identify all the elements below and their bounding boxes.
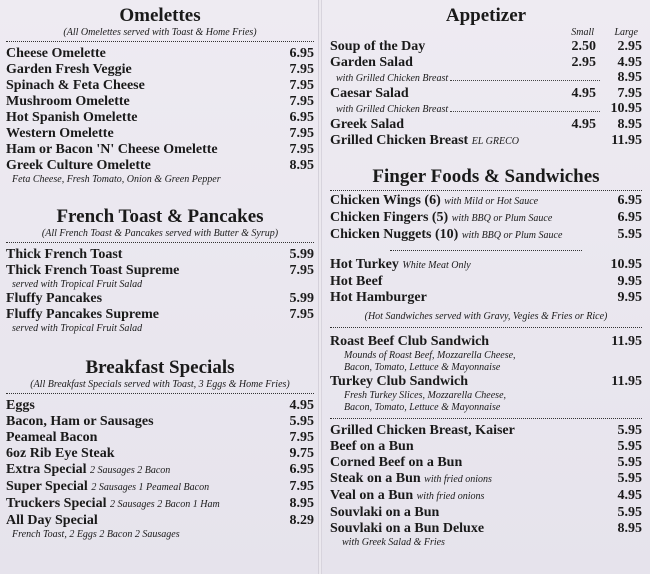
item-price: 10.95 bbox=[610, 257, 642, 272]
menu-addon bbox=[330, 102, 642, 117]
item-subtext: 2 Sausages 2 Bacon 1 Ham bbox=[109, 499, 220, 510]
menu-item bbox=[330, 210, 642, 227]
item-name: Fluffy Pancakes bbox=[6, 291, 103, 306]
item-price: 11.95 bbox=[611, 374, 642, 389]
menu-item bbox=[330, 257, 642, 274]
menu-item bbox=[6, 291, 314, 307]
item-price: 7.95 bbox=[289, 479, 314, 494]
item-price: 8.95 bbox=[289, 158, 314, 173]
item-description: served with Tropical Fruit Salad bbox=[12, 323, 143, 334]
item-price: 7.95 bbox=[289, 78, 314, 93]
menu-item bbox=[6, 513, 314, 529]
menu-addon bbox=[330, 71, 642, 86]
item-name: Hot Spanish Omelette bbox=[6, 110, 138, 125]
item-price: 6.95 bbox=[617, 193, 642, 208]
small-label: Small bbox=[571, 27, 594, 38]
menu-item bbox=[6, 158, 314, 174]
item-price: 7.95 bbox=[289, 126, 314, 141]
item-price: 6.95 bbox=[289, 110, 314, 125]
divider bbox=[6, 393, 314, 394]
item-description: French Toast, 2 Eggs 2 Bacon 2 Sausages bbox=[12, 529, 180, 540]
item-name: Cheese Omelette bbox=[6, 46, 106, 61]
menu-item bbox=[6, 46, 314, 62]
item-price: 6.95 bbox=[617, 210, 642, 225]
item-name: Thick French Toast Supreme bbox=[6, 263, 180, 278]
item-name: Garden Fresh Veggie bbox=[6, 62, 132, 77]
item-name: Super Special 2 Sausages 1 Peameal Bacon bbox=[6, 479, 210, 494]
item-price: 8.95 bbox=[617, 521, 642, 536]
size-header bbox=[330, 27, 642, 39]
item-price: 4.95 bbox=[289, 398, 314, 413]
item-name: Ham or Bacon 'N' Cheese Omelette bbox=[6, 142, 218, 157]
item-name: Beef on a Bun bbox=[330, 439, 414, 454]
menu-item bbox=[6, 430, 314, 446]
item-name: Fluffy Pancakes Supreme bbox=[6, 307, 159, 322]
item-name: Steak on a Bun with fried onions bbox=[330, 471, 492, 486]
addon-price: 8.95 bbox=[617, 70, 642, 85]
item-price: 5.99 bbox=[289, 247, 314, 262]
item-price: 5.95 bbox=[289, 414, 314, 429]
item-price: 11.95 bbox=[611, 133, 642, 148]
item-name: 6oz Rib Eye Steak bbox=[6, 446, 115, 461]
dot-leader bbox=[450, 80, 600, 81]
addon-name: with Grilled Chicken Breast bbox=[336, 73, 449, 84]
item-name: Truckers Special 2 Sausages 2 Bacon 1 Ham bbox=[6, 496, 220, 511]
item-name: Greek Culture Omelette bbox=[6, 158, 151, 173]
item-name: Souvlaki on a Bun Deluxe bbox=[330, 521, 485, 536]
item-name: Hot Hamburger bbox=[330, 290, 427, 305]
item-name: Turkey Club Sandwich bbox=[330, 374, 468, 389]
item-subtext: with BBQ or Plum Sauce bbox=[451, 213, 553, 224]
menu-item bbox=[330, 274, 642, 290]
item-description: Bacon, Tomato, Lettuce & Mayonnaise bbox=[344, 402, 501, 413]
item-name: Grilled Chicken Breast, Kaiser bbox=[330, 423, 515, 438]
item-price: 7.95 bbox=[289, 430, 314, 445]
item-price: 8.95 bbox=[289, 496, 314, 511]
item-price: 5.95 bbox=[617, 471, 642, 486]
menu-item bbox=[330, 505, 642, 521]
item-description: Mounds of Roast Beef, Mozzarella Cheese, bbox=[344, 350, 516, 361]
menu-item bbox=[330, 117, 642, 133]
menu-item bbox=[6, 142, 314, 158]
menu-item bbox=[330, 439, 642, 455]
item-subtext: with Mild or Hot Sauce bbox=[444, 196, 539, 207]
appetizer-title: Appetizer bbox=[445, 5, 527, 26]
item-name: Peameal Bacon bbox=[6, 430, 98, 445]
menu-item bbox=[6, 110, 314, 126]
item-name: Bacon, Ham or Sausages bbox=[6, 414, 154, 429]
omelettes-title: Omelettes bbox=[119, 5, 201, 26]
divider bbox=[330, 418, 642, 419]
menu-item bbox=[6, 496, 314, 513]
menu-item bbox=[330, 455, 642, 471]
item-price: 7.95 bbox=[289, 94, 314, 109]
item-price-small: 2.95 bbox=[571, 55, 596, 70]
right-column bbox=[330, 0, 642, 549]
item-price: 6.95 bbox=[289, 46, 314, 61]
menu-item bbox=[330, 423, 642, 439]
item-price: 4.95 bbox=[617, 488, 642, 503]
item-name: Veal on a Bun with fried onions bbox=[330, 488, 485, 503]
item-price: 9.75 bbox=[289, 446, 314, 461]
addon-price: 10.95 bbox=[610, 101, 642, 116]
menu-item bbox=[6, 414, 314, 430]
item-price: 9.95 bbox=[617, 290, 642, 305]
item-price-small: 2.50 bbox=[571, 39, 596, 54]
item-price-small: 4.95 bbox=[571, 117, 596, 132]
menu-item bbox=[330, 290, 642, 306]
menu-item bbox=[330, 374, 642, 390]
item-subtext: 2 Sausages 1 Peameal Bacon bbox=[91, 482, 210, 493]
french-toast-note: (All French Toast & Pancakes served with Butter & Syrup) bbox=[41, 228, 279, 239]
divider bbox=[6, 41, 314, 42]
item-description: with Greek Salad & Fries bbox=[342, 537, 445, 548]
menu-item bbox=[330, 55, 642, 71]
item-price: 7.95 bbox=[289, 142, 314, 157]
item-name: Soup of the Day bbox=[330, 39, 426, 54]
menu-item bbox=[6, 462, 314, 479]
item-price-large: 7.95 bbox=[617, 86, 642, 101]
item-name: Western Omelette bbox=[6, 126, 114, 141]
menu-item bbox=[330, 39, 642, 55]
item-price: 5.95 bbox=[617, 505, 642, 520]
menu-item bbox=[6, 479, 314, 496]
item-subtext: 2 Sausages 2 Bacon bbox=[90, 465, 171, 476]
menu-item bbox=[330, 471, 642, 488]
menu-item bbox=[6, 398, 314, 414]
item-subtext: with fried onions bbox=[416, 491, 485, 502]
item-name: Eggs bbox=[6, 398, 35, 413]
item-name: Mushroom Omelette bbox=[6, 94, 130, 109]
finger-foods-title: Finger Foods & Sandwiches bbox=[372, 166, 600, 187]
item-price: 7.95 bbox=[289, 263, 314, 278]
menu-item bbox=[6, 62, 314, 78]
item-subtext: EL GRECO bbox=[471, 136, 520, 147]
item-price: 6.95 bbox=[289, 462, 314, 477]
item-description: Feta Cheese, Fresh Tomato, Onion & Green Pepper bbox=[12, 174, 221, 185]
item-name: All Day Special bbox=[6, 513, 98, 528]
menu-item bbox=[6, 307, 314, 323]
menu-item bbox=[6, 126, 314, 142]
menu-item bbox=[330, 193, 642, 210]
breakfast-note: (All Breakfast Specials served with Toast, 3 Eggs & Home Fries) bbox=[30, 379, 290, 390]
item-price: 5.95 bbox=[617, 423, 642, 438]
divider bbox=[390, 250, 582, 251]
menu-item bbox=[6, 263, 314, 279]
menu-item bbox=[330, 86, 642, 102]
menu-item bbox=[330, 227, 642, 244]
left-column bbox=[6, 0, 314, 541]
item-name: Hot Beef bbox=[330, 274, 383, 289]
menu-item bbox=[330, 334, 642, 350]
menu-item bbox=[330, 133, 642, 150]
breakfast-title: Breakfast Specials bbox=[85, 357, 235, 378]
item-name: Grilled Chicken Breast EL GRECO bbox=[330, 133, 520, 148]
menu-item bbox=[6, 247, 314, 263]
divider bbox=[6, 242, 314, 243]
item-subtext: White Meat Only bbox=[402, 260, 471, 271]
item-description: Fresh Turkey Slices, Mozzarella Cheese, bbox=[344, 390, 507, 401]
item-name: Corned Beef on a Bun bbox=[330, 455, 463, 470]
item-price: 5.95 bbox=[617, 227, 642, 242]
item-price: 7.95 bbox=[289, 62, 314, 77]
menu-item bbox=[6, 78, 314, 94]
addon-name: with Grilled Chicken Breast bbox=[336, 104, 449, 115]
item-name: Extra Special 2 Sausages 2 Bacon bbox=[6, 462, 171, 477]
item-name: Spinach & Feta Cheese bbox=[6, 78, 145, 93]
item-price: 5.99 bbox=[289, 291, 314, 306]
item-price-large: 2.95 bbox=[617, 39, 642, 54]
dot-leader bbox=[450, 111, 600, 112]
item-name: Chicken Wings (6) with Mild or Hot Sauce bbox=[330, 193, 539, 208]
menu-item bbox=[6, 446, 314, 462]
item-price: 9.95 bbox=[617, 274, 642, 289]
item-name: Souvlaki on a Bun bbox=[330, 505, 440, 520]
item-name: Chicken Fingers (5) with BBQ or Plum Sauce bbox=[330, 210, 553, 225]
item-price: 7.95 bbox=[289, 307, 314, 322]
item-price-large: 4.95 bbox=[617, 55, 642, 70]
item-description: Bacon, Tomato, Lettuce & Mayonnaise bbox=[344, 362, 501, 373]
hot-sandwich-note: (Hot Sandwiches served with Gravy, Vegies & Fries or Rice) bbox=[364, 311, 608, 322]
item-subtext: with BBQ or Plum Sauce bbox=[461, 230, 563, 241]
item-name: Roast Beef Club Sandwich bbox=[330, 334, 490, 349]
omelettes-note: (All Omelettes served with Toast & Home Fries) bbox=[63, 27, 257, 38]
menu-item bbox=[6, 94, 314, 110]
item-name: Thick French Toast bbox=[6, 247, 123, 262]
item-price: 5.95 bbox=[617, 455, 642, 470]
divider bbox=[330, 190, 642, 191]
item-name: Chicken Nuggets (10) with BBQ or Plum Sauce bbox=[330, 227, 563, 242]
item-subtext: with fried onions bbox=[424, 474, 492, 485]
item-price-small: 4.95 bbox=[571, 86, 596, 101]
divider bbox=[330, 327, 642, 328]
item-name: Garden Salad bbox=[330, 55, 413, 70]
item-name: Hot Turkey White Meat Only bbox=[330, 257, 471, 272]
item-price: 11.95 bbox=[611, 334, 642, 349]
item-price-large: 8.95 bbox=[617, 117, 642, 132]
large-label: Large bbox=[614, 27, 638, 38]
item-name: Greek Salad bbox=[330, 117, 405, 132]
menu-item bbox=[330, 488, 642, 505]
menu-item bbox=[330, 521, 642, 537]
item-name: Caesar Salad bbox=[330, 86, 409, 101]
french-toast-title: French Toast & Pancakes bbox=[56, 206, 264, 227]
item-price: 8.29 bbox=[289, 513, 314, 528]
item-description: served with Tropical Fruit Salad bbox=[12, 279, 143, 290]
item-price: 5.95 bbox=[617, 439, 642, 454]
